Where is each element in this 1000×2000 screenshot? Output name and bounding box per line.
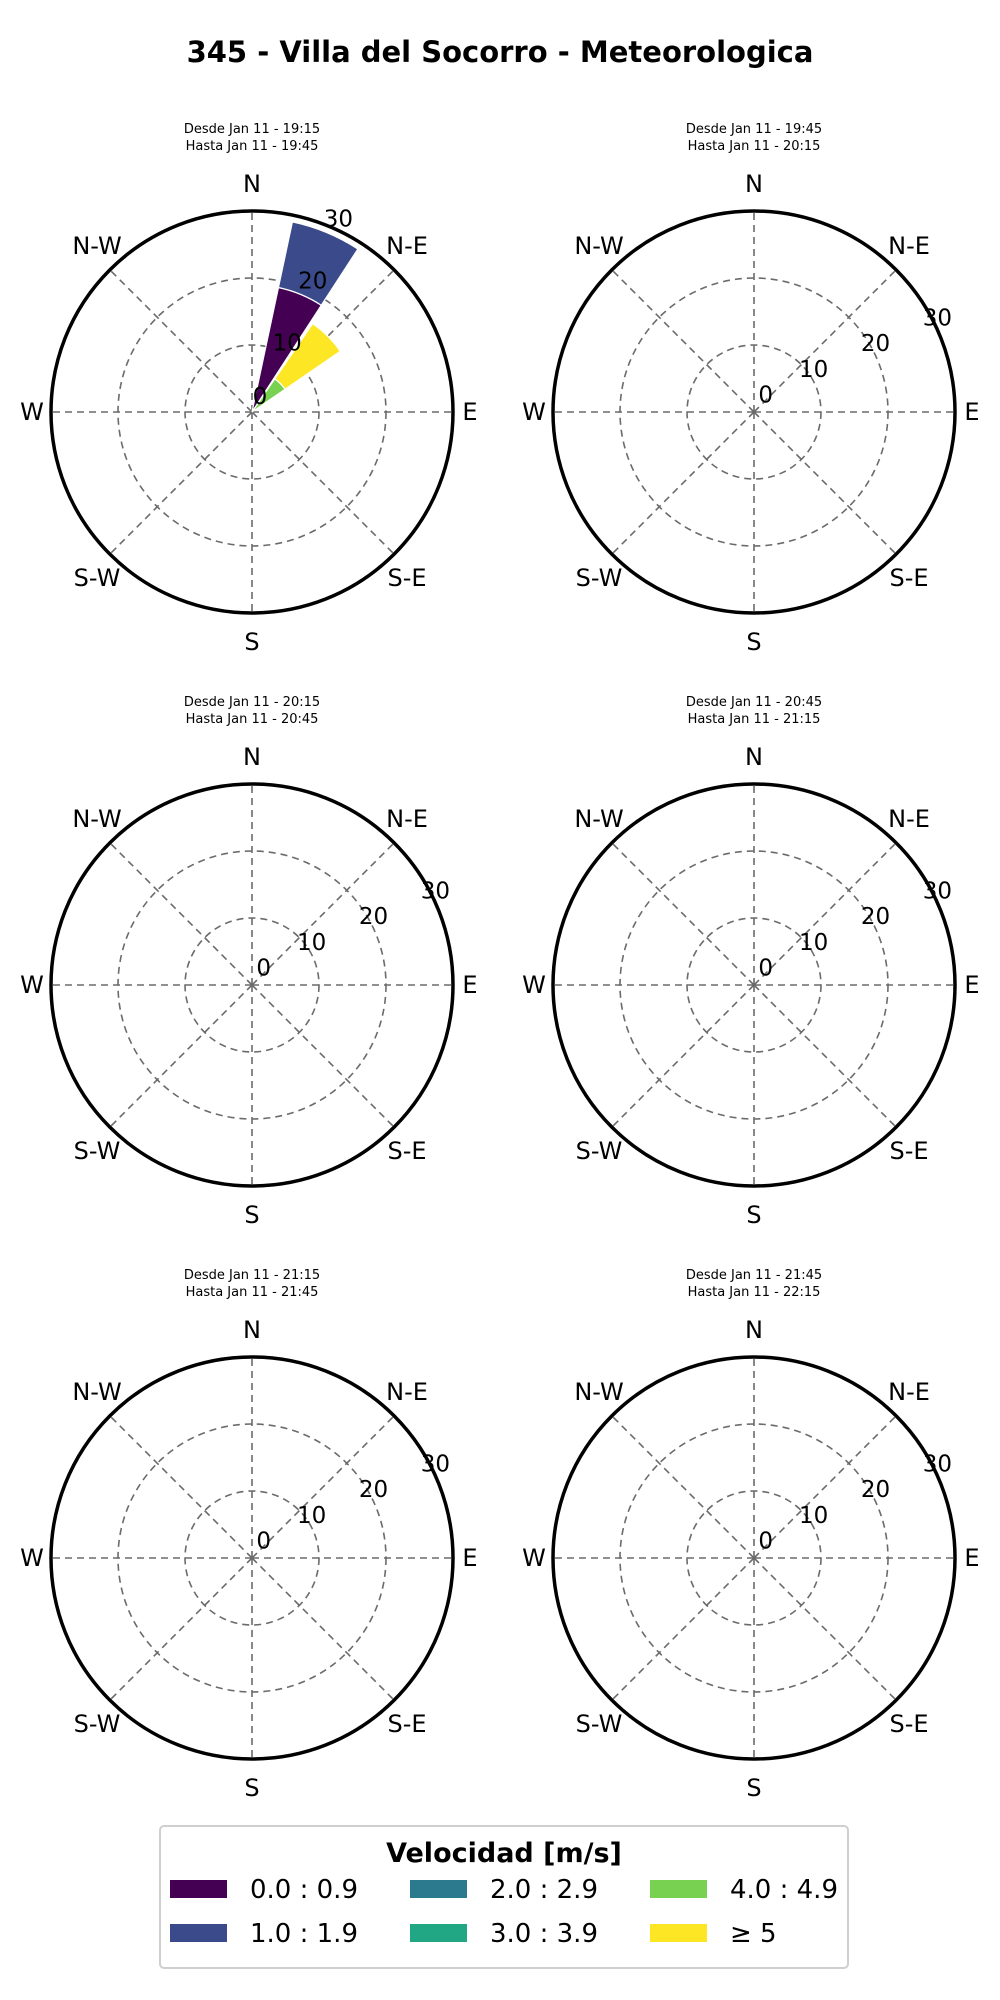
direction-label-n-w: N-W: [72, 232, 122, 260]
direction-label-n: N: [243, 743, 261, 771]
radial-tick-label-30: 30: [420, 878, 451, 905]
radial-tick-label-30: 30: [922, 878, 953, 905]
panel-hasta-label: Hasta Jan 11 - 21:15: [687, 712, 821, 727]
direction-label-s: S: [244, 628, 260, 656]
panel-desde-label: Desde Jan 11 - 19:45: [685, 122, 823, 137]
panel-hasta-label: Hasta Jan 11 - 22:15: [687, 1285, 821, 1300]
radial-tick-label-20: 20: [860, 331, 891, 358]
direction-label-e: E: [964, 398, 980, 426]
panel-desde-label: Desde Jan 11 - 19:15: [183, 122, 321, 137]
direction-label-n-e: N-E: [386, 232, 428, 260]
legend: [160, 1826, 848, 1968]
direction-label-s-w: S-W: [575, 1710, 623, 1738]
gridline-n-w: [110, 1416, 252, 1558]
direction-label-n: N: [745, 170, 763, 198]
direction-label-n-e: N-E: [888, 232, 930, 260]
radial-tick-label-20: 20: [298, 268, 328, 295]
radial-tick-label-0: 0: [758, 955, 774, 982]
direction-label-s: S: [746, 1201, 762, 1229]
gridline-n-w: [612, 843, 754, 985]
direction-label-s-e: S-E: [387, 1137, 427, 1165]
direction-label-s-w: S-W: [575, 1137, 623, 1165]
radial-tick-label-20: 20: [358, 904, 389, 931]
radial-tick-label-30: 30: [420, 1451, 451, 1478]
radial-tick-label-20: 20: [358, 1477, 389, 1504]
legend-label: 0.0 : 0.9: [250, 1875, 358, 1905]
direction-label-e: E: [462, 1544, 478, 1572]
gridline-s-w: [612, 1558, 754, 1700]
radial-tick-label-30: 30: [922, 305, 953, 332]
direction-label-w: W: [522, 398, 546, 426]
direction-label-n-w: N-W: [574, 232, 624, 260]
radial-tick-label-10: 10: [798, 929, 829, 956]
direction-label-e: E: [462, 971, 478, 999]
direction-label-s-e: S-E: [889, 564, 929, 592]
radial-tick-label-0: 0: [256, 955, 272, 982]
wind-rose-panel-5: [20, 1268, 477, 1802]
direction-label-w: W: [20, 1544, 44, 1572]
direction-label-s-w: S-W: [73, 1137, 121, 1165]
gridline-n-w: [612, 1416, 754, 1558]
gridline-s-e: [252, 985, 394, 1127]
panel-hasta-label: Hasta Jan 11 - 20:15: [687, 139, 821, 154]
radial-tick-label-0: 0: [252, 384, 268, 410]
radial-tick-label-0: 0: [758, 1528, 774, 1555]
panel-desde-label: Desde Jan 11 - 20:45: [685, 695, 823, 710]
direction-label-w: W: [522, 971, 546, 999]
gridline-n-w: [110, 843, 252, 985]
gridline-s-e: [252, 412, 394, 554]
panel-desde-label: Desde Jan 11 - 20:15: [183, 695, 321, 710]
wind-rose-panel-6: [522, 1268, 979, 1802]
gridline-s-w: [110, 1558, 252, 1700]
direction-label-e: E: [964, 971, 980, 999]
direction-label-s-e: S-E: [387, 1710, 427, 1738]
legend-swatch: [650, 1880, 707, 1898]
direction-label-n-e: N-E: [386, 1378, 428, 1406]
legend-label: 1.0 : 1.9: [250, 1919, 358, 1949]
gridline-n-w: [612, 270, 754, 412]
wind-rose-panel-4: [522, 695, 979, 1229]
panel-desde-label: Desde Jan 11 - 21:45: [685, 1268, 823, 1283]
legend-title: Velocidad [m/s]: [386, 1838, 622, 1869]
radial-tick-label-20: 20: [860, 904, 891, 931]
wind-rose-panel-3: [20, 695, 477, 1229]
direction-label-n-w: N-W: [72, 1378, 122, 1406]
radial-tick-label-20: 20: [860, 1477, 891, 1504]
panel-hasta-label: Hasta Jan 11 - 19:45: [185, 139, 319, 154]
direction-label-s: S: [746, 628, 762, 656]
legend-swatch: [170, 1924, 227, 1942]
legend-swatch: [410, 1924, 467, 1942]
direction-label-e: E: [462, 398, 478, 426]
radial-tick-label-10: 10: [296, 929, 327, 956]
gridline-s-w: [110, 985, 252, 1127]
direction-label-w: W: [20, 398, 44, 426]
direction-label-s: S: [244, 1201, 260, 1229]
direction-label-n-w: N-W: [72, 805, 122, 833]
radial-tick-label-0: 0: [758, 382, 774, 409]
gridline-s-e: [252, 1558, 394, 1700]
radial-tick-label-10: 10: [798, 356, 829, 383]
wind-rose-panel-1: [20, 122, 477, 656]
direction-label-s: S: [244, 1774, 260, 1802]
direction-label-s-w: S-W: [73, 564, 121, 592]
radial-tick-label-0: 0: [256, 1528, 272, 1555]
direction-label-s-e: S-E: [889, 1710, 929, 1738]
gridline-s-e: [754, 412, 896, 554]
direction-label-w: W: [20, 971, 44, 999]
radial-tick-label-10: 10: [272, 330, 302, 357]
direction-label-e: E: [964, 1544, 980, 1572]
direction-label-n: N: [243, 1316, 261, 1344]
direction-label-n-e: N-E: [888, 1378, 930, 1406]
direction-label-s-w: S-W: [575, 564, 623, 592]
gridline-s-e: [754, 1558, 896, 1700]
wind-rose-panel-2: [522, 122, 979, 656]
radial-tick-label-10: 10: [296, 1502, 327, 1529]
legend-swatch: [650, 1924, 707, 1942]
gridline-s-w: [612, 412, 754, 554]
figure-title: 345 - Villa del Socorro - Meteorologica: [186, 35, 814, 69]
panel-hasta-label: Hasta Jan 11 - 21:45: [185, 1285, 319, 1300]
wind-rose-panels: [20, 122, 979, 1802]
direction-label-n-w: N-W: [574, 805, 624, 833]
direction-label-s-e: S-E: [387, 564, 427, 592]
direction-label-w: W: [522, 1544, 546, 1572]
direction-label-s-w: S-W: [73, 1710, 121, 1738]
gridline-n-w: [110, 270, 252, 412]
direction-label-n: N: [745, 1316, 763, 1344]
direction-label-s-e: S-E: [889, 1137, 929, 1165]
legend-label: ≥ 5: [730, 1919, 777, 1949]
direction-label-n-e: N-E: [888, 805, 930, 833]
radial-tick-label-30: 30: [323, 206, 354, 233]
legend-label: 2.0 : 2.9: [490, 1875, 598, 1905]
radial-tick-label-30: 30: [922, 1451, 953, 1478]
panel-hasta-label: Hasta Jan 11 - 20:45: [185, 712, 319, 727]
direction-label-n-e: N-E: [386, 805, 428, 833]
legend-label: 4.0 : 4.9: [730, 1875, 838, 1905]
gridline-s-e: [754, 985, 896, 1127]
direction-label-n-w: N-W: [574, 1378, 624, 1406]
radial-tick-label-10: 10: [798, 1502, 829, 1529]
legend-label: 3.0 : 3.9: [490, 1919, 598, 1949]
legend-swatch: [170, 1880, 227, 1898]
panel-desde-label: Desde Jan 11 - 21:15: [183, 1268, 321, 1283]
direction-label-s: S: [746, 1774, 762, 1802]
legend-swatch: [410, 1880, 467, 1898]
gridline-s-w: [612, 985, 754, 1127]
direction-label-n: N: [243, 170, 261, 198]
direction-label-n: N: [745, 743, 763, 771]
gridline-s-w: [110, 412, 252, 554]
